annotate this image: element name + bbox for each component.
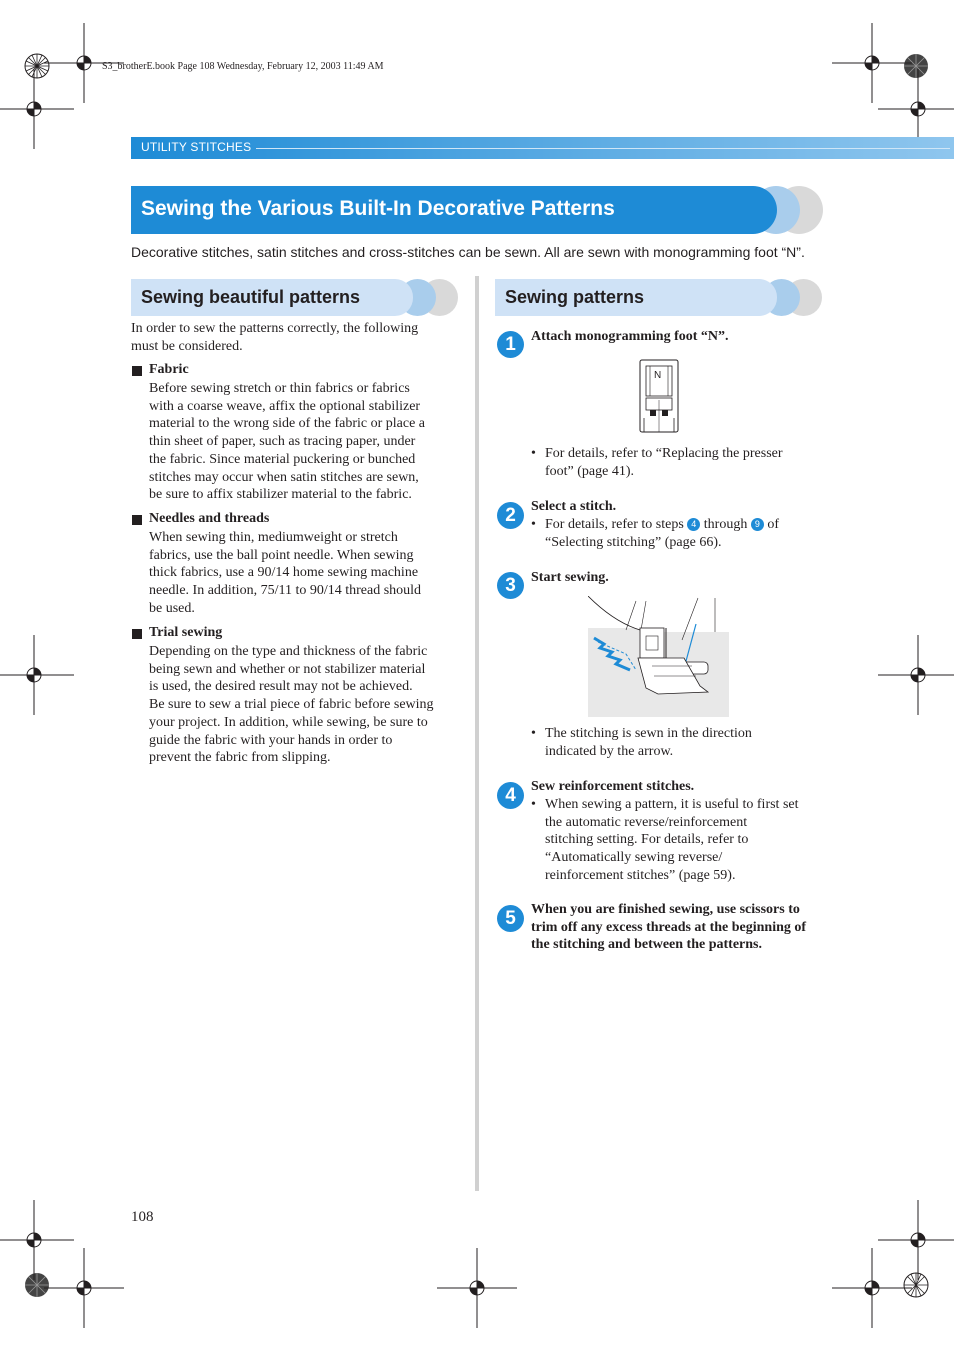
section-band-rule — [256, 148, 950, 149]
step-bullet — [545, 725, 835, 760]
text-line: “Automatically sewing reverse/ — [545, 850, 723, 866]
print-header: S3_brotherE.book Page 108 Wednesday, February 12, 2003 11:49 AM — [102, 61, 384, 72]
step-title: Start sewing. — [531, 570, 609, 585]
step-title: Attach monogramming foot “N”. — [531, 329, 729, 344]
step-bullet — [545, 516, 835, 551]
bullet-dot: • — [531, 446, 536, 461]
page-number: 108 — [131, 1209, 154, 1225]
crosshair-mark-icon — [878, 635, 954, 715]
step-title — [531, 901, 831, 954]
text-line: being sewn and whether or not stabilizer material — [149, 661, 426, 677]
square-bullet-icon — [132, 515, 142, 525]
text-line: indicated by the arrow. — [545, 743, 674, 759]
text-fragment: For details, refer to steps — [545, 517, 684, 532]
text-line: trim off any excess threads at the beginning of — [531, 919, 807, 935]
text-line: stitching setting. For details, refer to — [545, 832, 749, 848]
text-line: be sure to affix stabilizer material to the fabric. — [149, 487, 412, 503]
text-line: In order to sew the patterns correctly, the following — [131, 321, 419, 336]
text-line: thin sheet of paper, such as tracing paper, under — [149, 434, 416, 450]
text-line: Before sewing stretch or thin fabrics or fabrics — [149, 381, 410, 396]
column-divider — [475, 276, 479, 1191]
text-line: with a coarse weave, affix the optional stabilizer — [149, 398, 421, 414]
step-number-badge: 5 — [497, 905, 524, 932]
text-line: prevent the fabric from slipping. — [149, 750, 331, 766]
text-line: When sewing thin, mediumweight or stretch — [149, 530, 398, 545]
step-ref-badge: 9 — [751, 518, 764, 531]
text-line: The stitching is sewn in the direction — [545, 726, 752, 741]
text-fragment: of — [767, 517, 780, 532]
text-line: For details, refer to “Replacing the presser — [545, 446, 783, 461]
text-line: Depending on the type and thickness of the fabric — [149, 644, 428, 659]
text-line: the automatic reverse/reinforcement — [545, 814, 748, 830]
text-line: When sewing a pattern, it is useful to first set — [545, 797, 799, 812]
crosshair-mark-icon — [0, 635, 74, 715]
text-line: foot” (page 41). — [545, 463, 635, 479]
text-line: the stitching and between the patterns. — [531, 937, 762, 953]
item-body — [149, 643, 469, 767]
bullet-dot: • — [531, 726, 536, 741]
text-fragment: through — [703, 517, 748, 532]
step-bullet — [545, 796, 835, 885]
step-bullet — [545, 445, 835, 480]
text-line: is used, the desired result may not be achieved. — [149, 679, 413, 695]
text-line: reinforcement stitches” (page 59). — [545, 867, 736, 883]
crosshair-mark-icon — [0, 69, 74, 149]
item-body — [149, 529, 469, 618]
step-number-badge: 2 — [497, 502, 524, 529]
item-body — [149, 380, 469, 504]
text-line: Be sure to sew a trial piece of fabric before sewing — [149, 697, 434, 713]
presser-foot-label: N — [654, 370, 662, 381]
left-lead — [131, 320, 461, 355]
subheading-left: Sewing beautiful patterns — [141, 287, 361, 307]
text-line: When you are finished sewing, use scissors to — [531, 902, 800, 917]
step-number-badge: 3 — [497, 572, 524, 599]
text-line: must be considered. — [131, 338, 243, 354]
sewing-machine-illustration — [588, 596, 729, 717]
square-bullet-icon — [132, 629, 142, 639]
text-line: “Selecting stitching” (page 66). — [545, 534, 722, 550]
item-title: Trial sewing — [149, 625, 223, 640]
square-bullet-icon — [132, 366, 142, 376]
intro-paragraph: Decorative stitches, satin stitches and cross-stitches can be sewn. All are sewn with monogramming foot “N”. — [131, 244, 805, 260]
step-title: Select a stitch. — [531, 499, 617, 514]
text-line: thick fabrics, use a 90/14 home sewing machine — [149, 565, 419, 581]
crosshair-mark-icon — [437, 1248, 517, 1328]
text-line: the fabric. Since material puckering or bunched — [149, 451, 416, 467]
text-line: needle. In addition, 75/11 to 90/14 thread should — [149, 583, 422, 599]
section-band-label: UTILITY STITCHES — [141, 140, 252, 154]
step-title: Sew reinforcement stitches. — [531, 779, 695, 794]
page-title: Sewing the Various Built-In Decorative Patterns — [141, 197, 615, 220]
text-line: be used. — [149, 600, 195, 616]
step-number-badge: 4 — [497, 782, 524, 809]
text-line: guide the fabric with your hands in order to — [149, 732, 393, 748]
subheading-right: Sewing patterns — [505, 287, 645, 307]
item-title: Needles and threads — [149, 511, 270, 526]
text-line: fabrics, use the ball point needle. When sewing — [149, 547, 414, 563]
item-title: Fabric — [149, 362, 189, 377]
text-line: your project. In addition, while sewing, be sure to — [149, 714, 428, 730]
text-line: stitches may occur when satin stitches are sewn, — [149, 469, 419, 485]
bullet-dot: • — [531, 797, 536, 812]
step-number-badge: 1 — [497, 331, 524, 358]
step-ref-badge: 4 — [687, 518, 700, 531]
bullet-dot: • — [531, 517, 536, 532]
crosshair-mark-icon — [832, 1248, 912, 1328]
text-line: material to the wrong side of the fabric or place a — [149, 416, 425, 432]
crosshair-mark-icon — [44, 1248, 124, 1328]
